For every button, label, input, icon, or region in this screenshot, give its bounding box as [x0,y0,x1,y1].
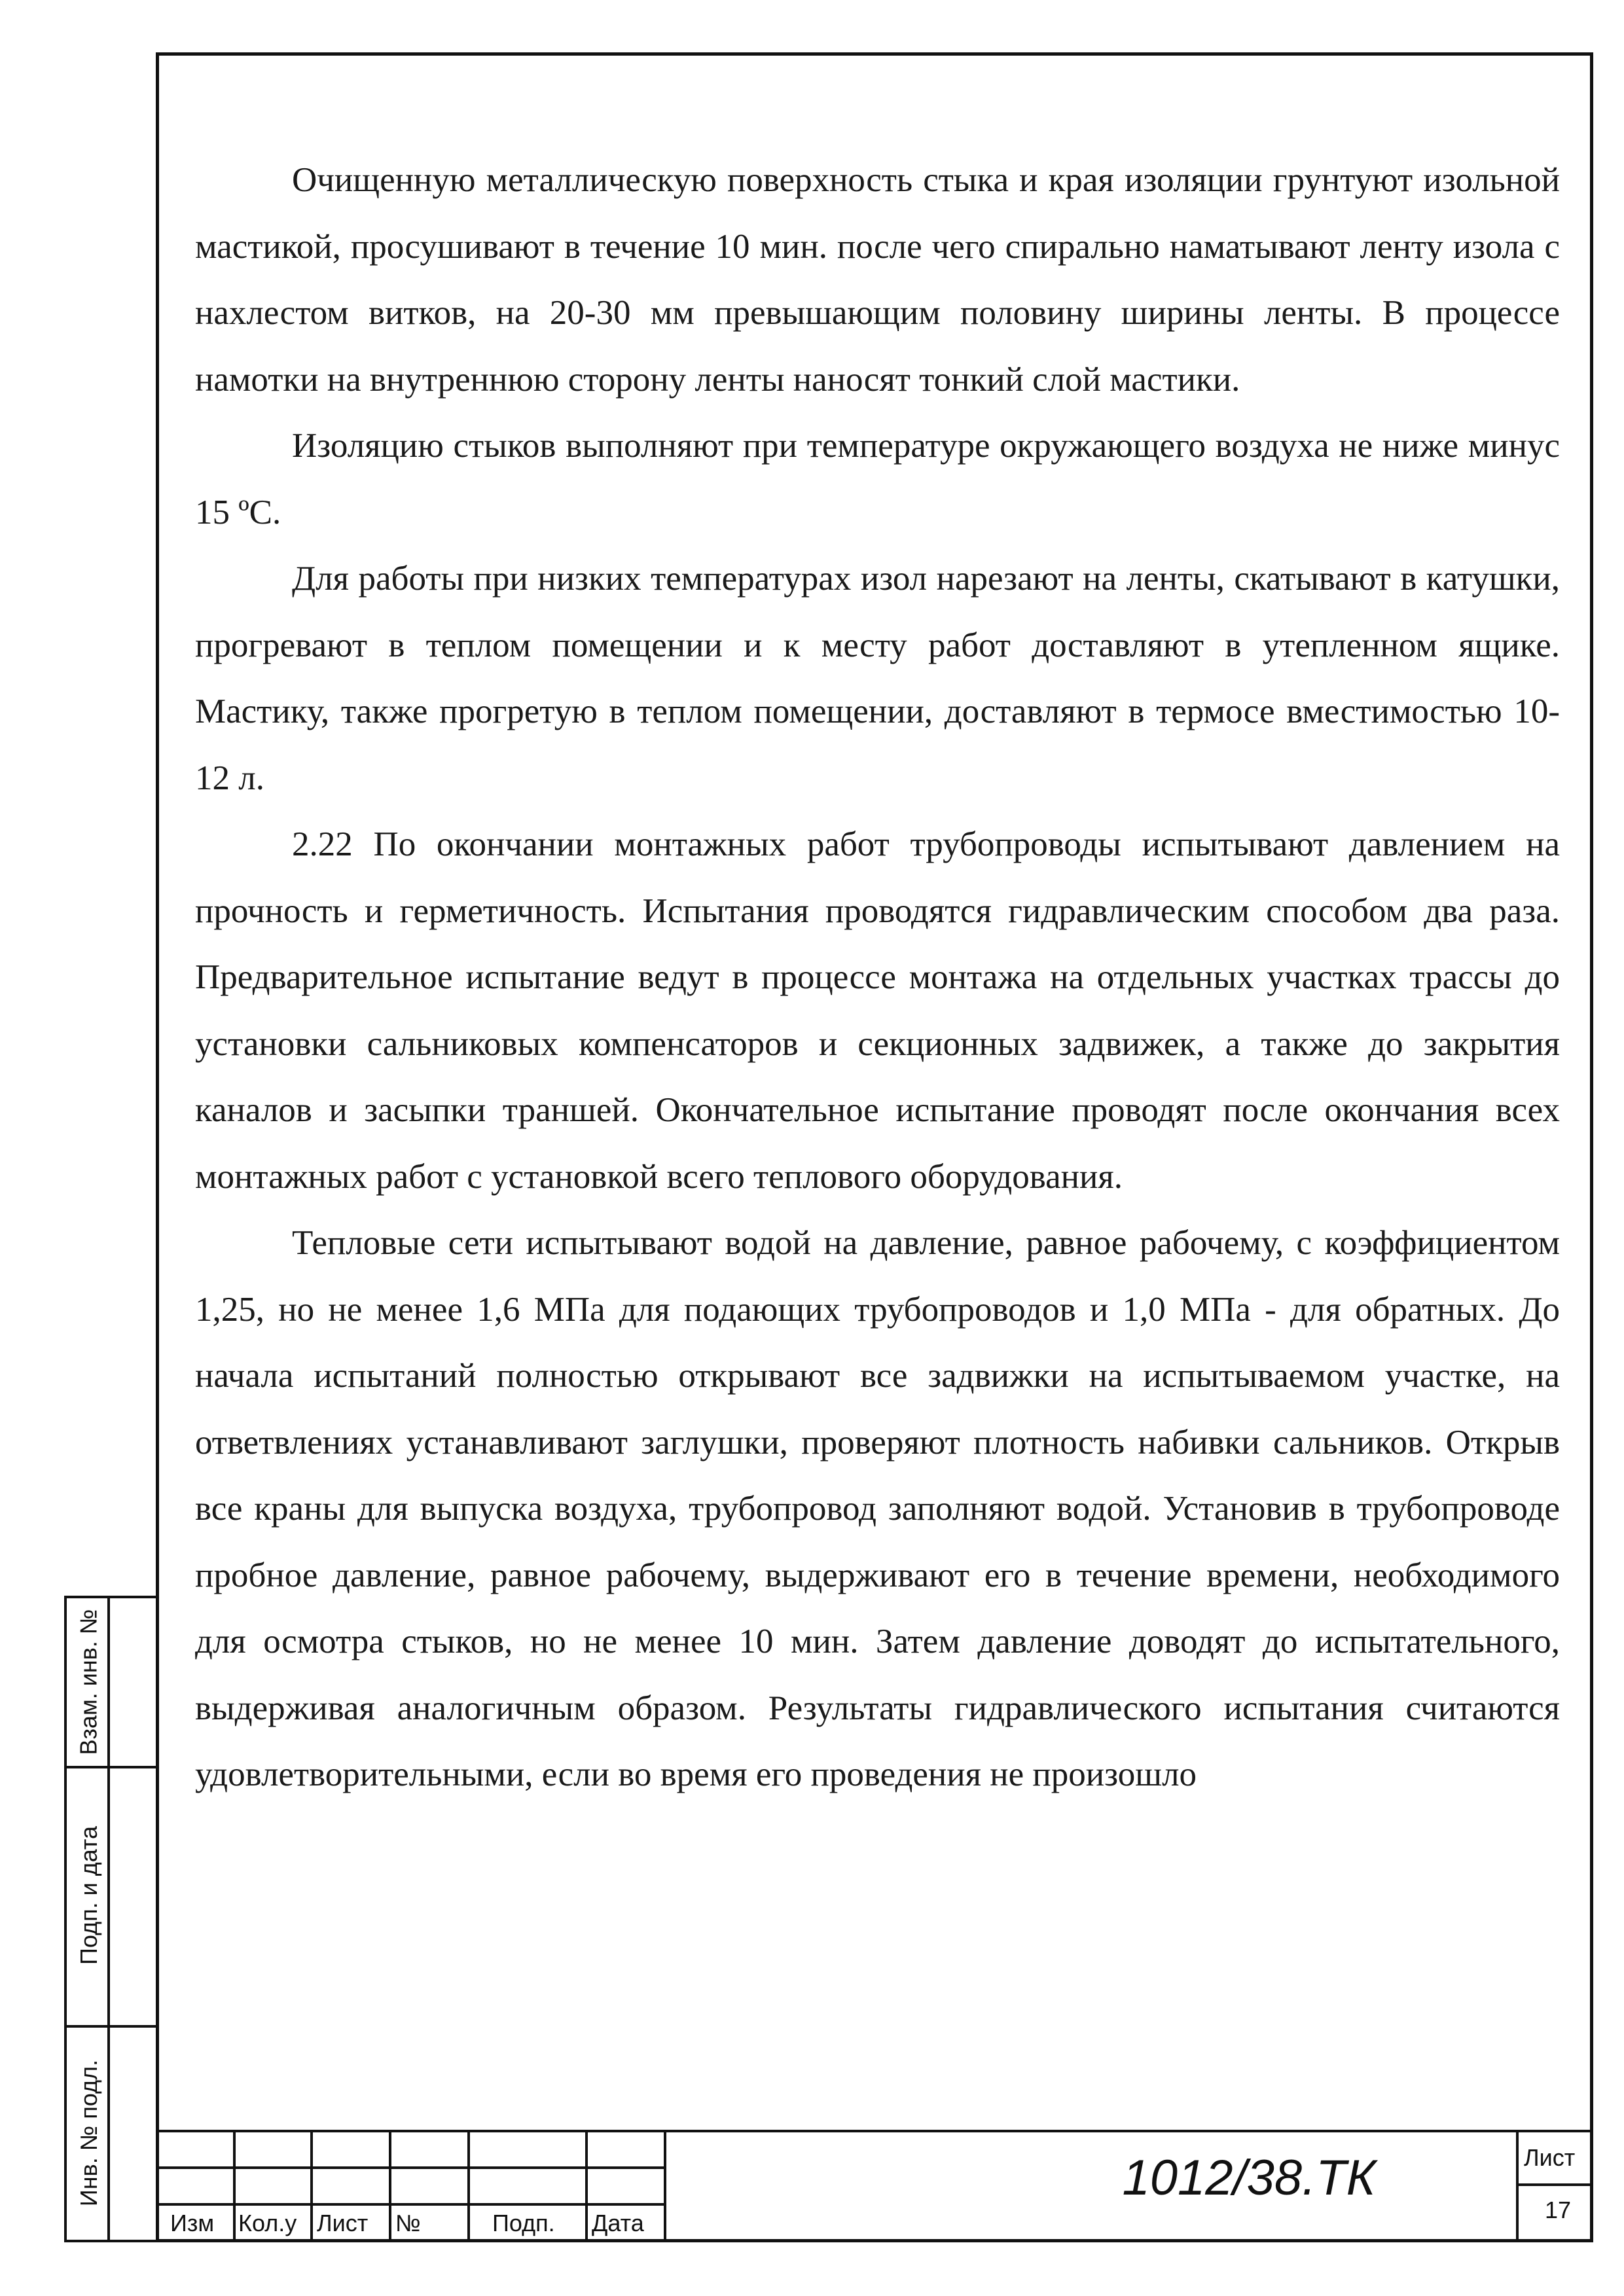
col-num: № [395,2210,421,2236]
sheet-label: Лист [1524,2144,1576,2171]
document-body [195,147,1560,1808]
col-podp: Подп. [492,2210,555,2236]
side-stamp-podp-data: Подп. и дата [75,1825,102,1965]
document-code: 1012/38.ТК [1122,2150,1376,2206]
col-kol: Кол.у [238,2210,297,2236]
col-izm: Изм [170,2210,215,2236]
paragraph: Очищенную металлическую поверхность стыка и края изоляции грунтуют изольной мастикой, просушивают в течение 10 мин. после чего спирально наматывают ленту изола с нахлестом витков, на 20-30 мм превышающим половину ширины ленты. В процессе намотки на внутреннюю сторону ленты наносят тонкий слой мастики. [195,161,1560,399]
paragraph: Изоляцию стыков выполняют при температуре окружающего воздуха не ниже минус 15 ºС. [195,427,1560,531]
paragraph: Для работы при низких температурах изол нарезают на ленты, скатывают в катушки, прогревают в теплом помещении и к месту работ доставляют в утепленном ящике. Мастику, также прогретую в теплом помещении, доставляют в термосе вместимостью 10-12 л. [195,560,1560,797]
paragraph: Тепловые сети испытывают водой на давление, равное рабочему, с коэффициентом 1,25, но не менее 1,6 МПа для подающих трубопроводов и 1,0 МПа - для обратных. До начала испытаний полностью открывают все задвижки на испытываемом участке, на ответвлениях устанавливают заглушки, проверяют плотность набивки сальников. Открыв все краны для выпуска воздуха, трубопровод заполняют водой. Установив в трубопроводе пробное давление, равное рабочему, выдерживают его в течение времени, необходимого для осмотра стыков, но не менее 10 мин. Затем давление доводят до испытательного, выдерживая аналогичным образом. Результаты гидравлического испытания считаются удовлетворительными, если во время его проведения не произошло [195,1224,1560,1793]
side-stamp-vzam-inv: Взам. инв. № [75,1609,102,1755]
paragraph: 2.22 По окончании монтажных работ трубопроводы испытывают давлением на прочность и герметичность. Испытания проводятся гидравлическим способом два раза. Предварительное испытание ведут в процессе монтажа на отдельных участках трассы до установки сальниковых компенсаторов и секционных задвижек, а также до закрытия каналов и засыпки траншей. Окончательное испытание проводят после окончания всех монтажных работ с установкой всего теплового оборудования. [195,825,1560,1196]
side-stamp [64,1596,156,2242]
title-block [156,2130,1593,2242]
sheet-number: 17 [1544,2197,1572,2223]
col-data: Дата [592,2210,644,2236]
side-stamp-inv-podl: Инв. № подл. [75,2059,102,2207]
col-list: Лист [317,2210,369,2236]
